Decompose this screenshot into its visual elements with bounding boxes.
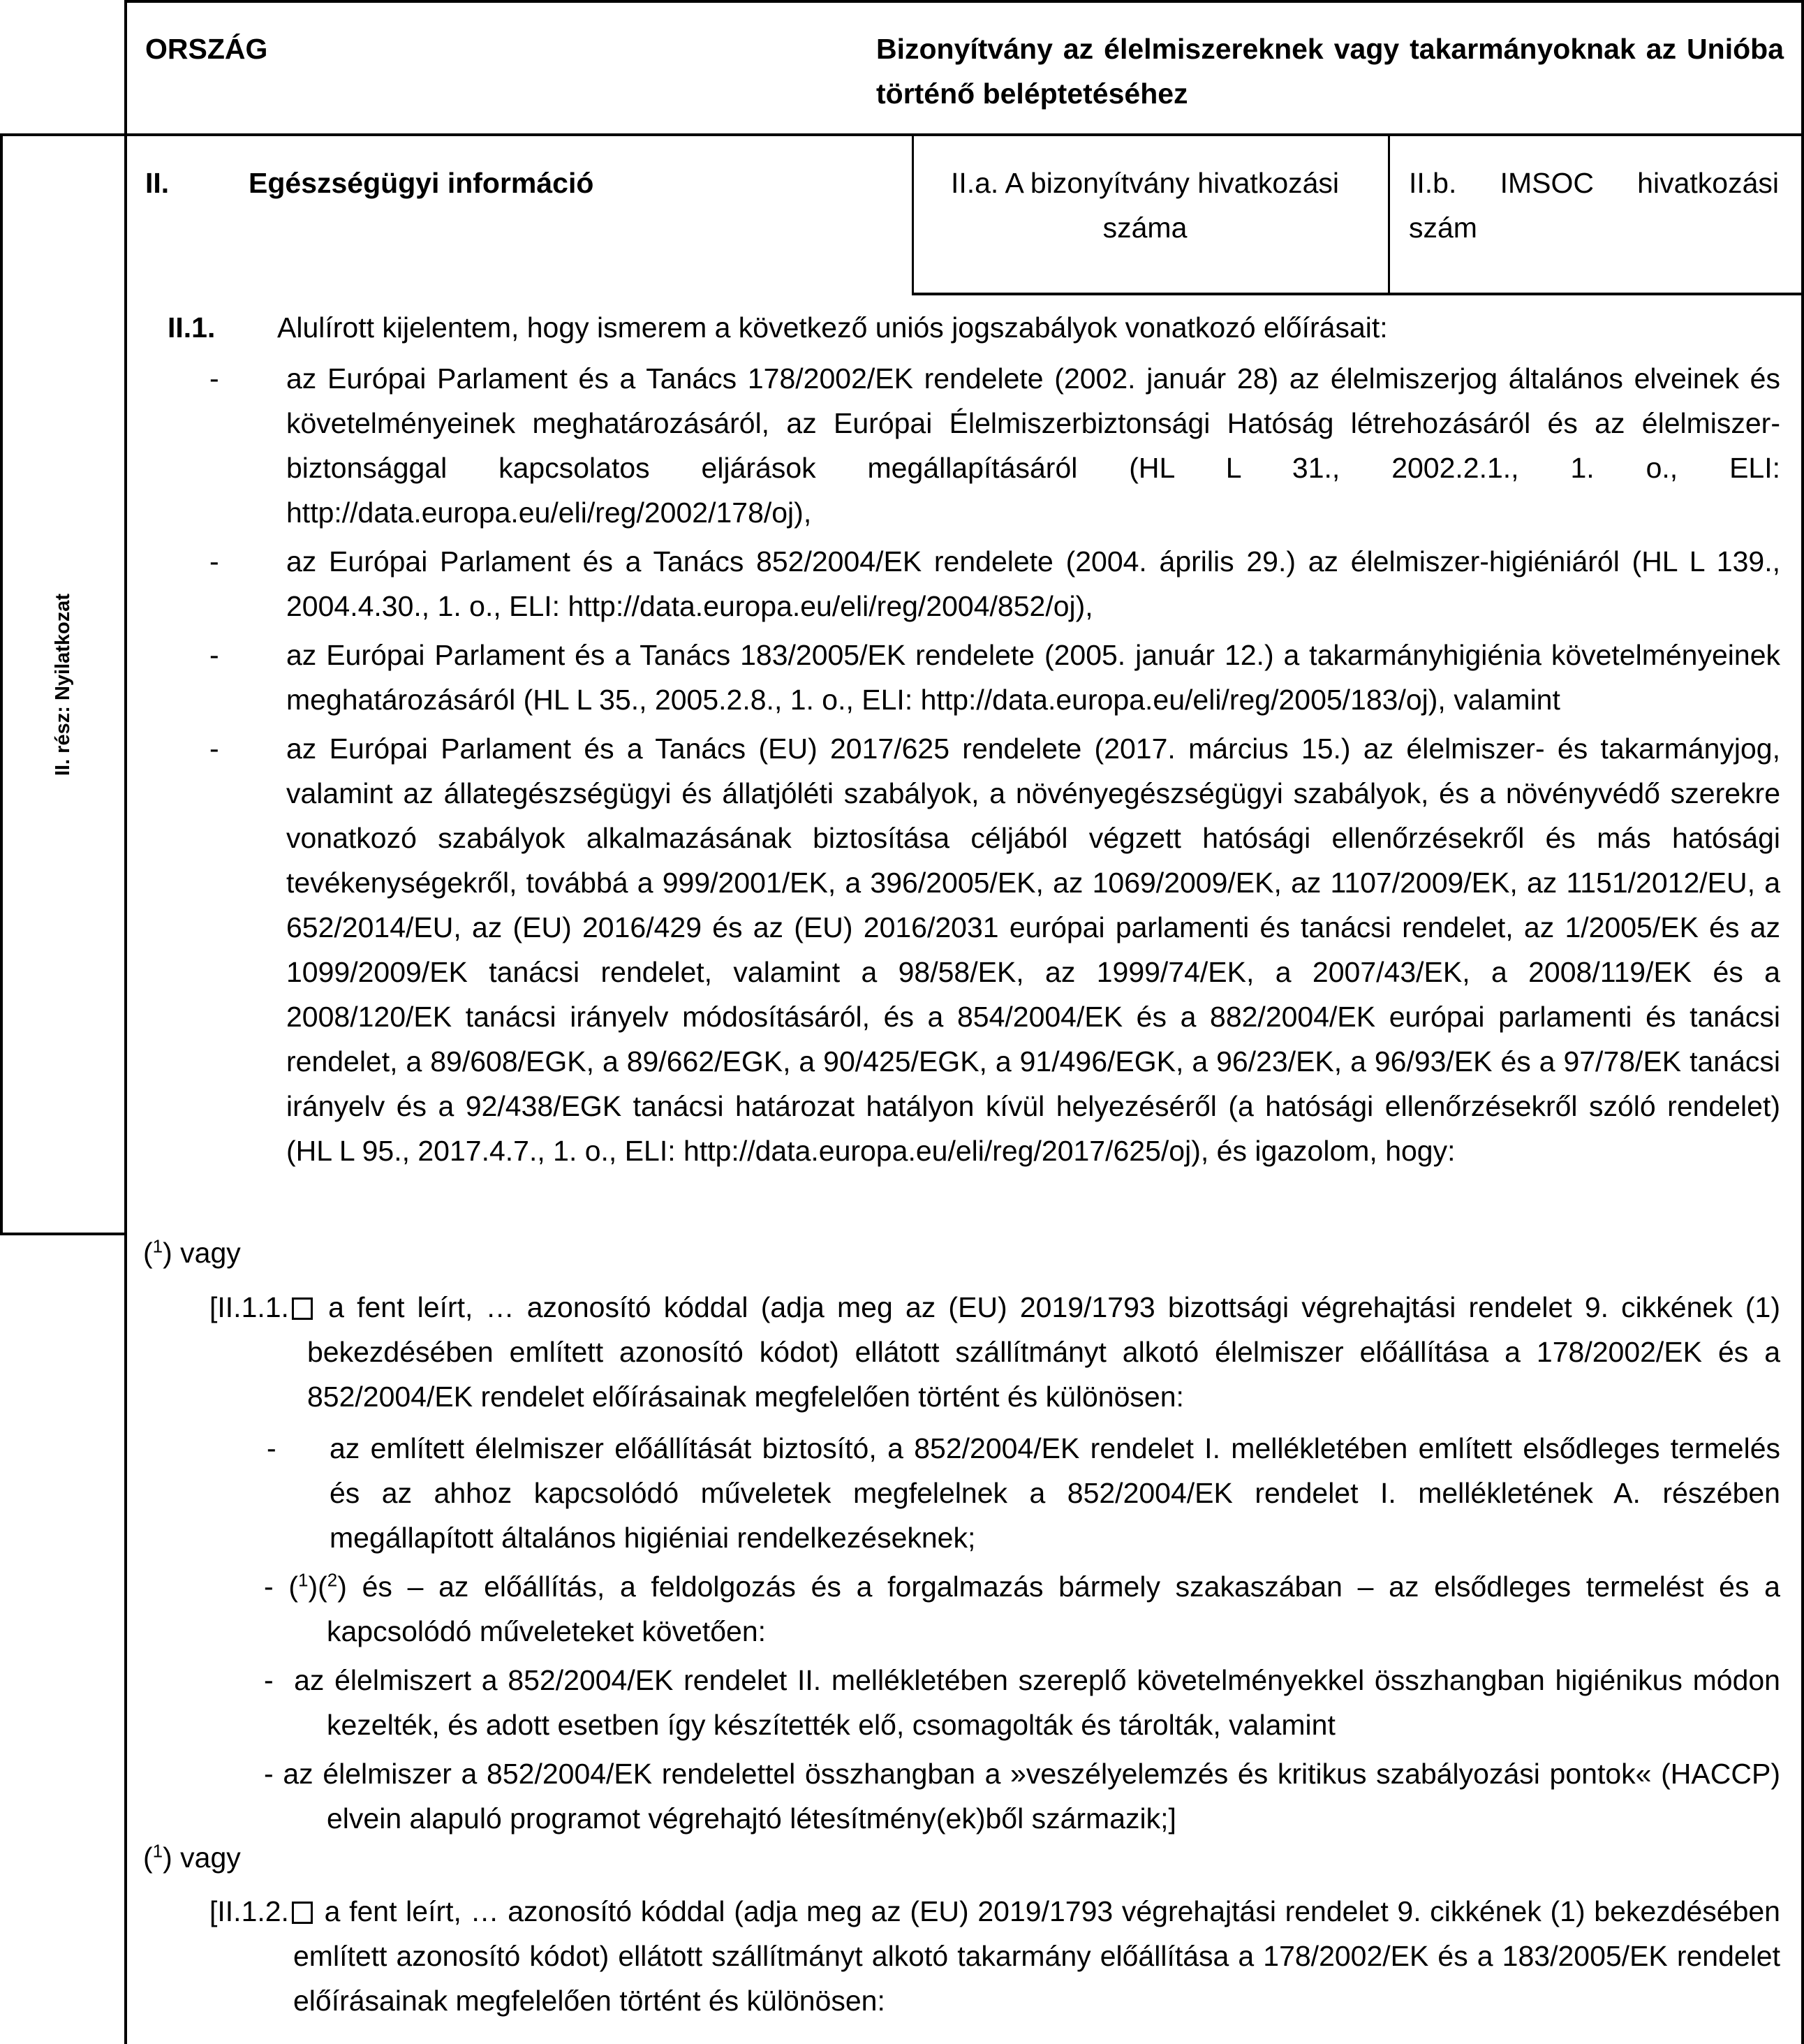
side-box-bottom-border [0,1233,127,1235]
option-text: a fent leírt, … azonosító kóddal (adja meg az (EU) 2019/1793 bizottsági végrehajtási rendelet 9. cikkének (1) bekezdésében említett azonosító kódot) ellátott szállítmányt alkotó élelmiszer előállítása a 178/2002/EK és a 852/2004/EK rendelet előírásainak megfelelően történt és különösen: [307,1291,1780,1413]
either-label-1: ($^1$) vagy [143,1235,241,1269]
bullet-marker: - [209,639,219,671]
section-number: II. [145,167,170,199]
reference-number-b: II.b. IMSOC hivatkozási szám [1409,167,1779,244]
bullet-marker: - [209,733,219,765]
declaration-intro: Alulírott kijelentem, hogy ismerem a következő uniós jogszabályok vonatkozó előírásait: [277,311,1388,344]
either-label-2: ($^1$) vagy [143,1840,241,1874]
regulation-text: az Európai Parlament és a Tanács 183/2005/EK rendelete (2005. január 12.) a takarmányhigiénia követelményeinek meghatározásáról (HL L 35., 2005.2.8., 1. o., ELI: http://data.europa.eu/eli/reg/2005/183/oj), valamint [286,639,1780,716]
bullet-marker: - [264,1664,274,1696]
header-bottom-border [0,133,1804,136]
ref-row-bottom-border [912,293,1804,295]
option-text: a fent leírt, … azonosító kóddal (adja meg az (EU) 2019/1793 végrehajtási rendelet 9. cikkének (1) bekezdésében említett azonosító kódot) ellátott szállítmányt alkotó takarmány előállítása a 178/2002/EK és a 183/2005/EK rendelet előírásainak megfelelően történt és különösen: [293,1895,1780,2017]
subitem [264,1564,1780,1654]
subitem-text: az élelmiszer a 852/2004/EK rendelettel összhangban a »veszélyelemzés és kritikus szabályozási pontok« (HACCP) elvein alapuló programot végrehajtó létesítmény(ek)ből származik;] [283,1758,1780,1835]
section-title: Egészségügyi információ [249,167,594,199]
declaration-number: II.1. [168,311,216,344]
regulation-text: az Európai Parlament és a Tanács 178/2002/EK rendelete (2002. január 28) az élelmiszerjog általános elveinek és követelményeinek meghatározásáról, az Európai Élelmiszerbiztonsági Hatóság létrehozásáról és az élelmiszer-biztonsággal kapcsolatos eljárások megállapításáról (HL L 31., 2002.2.1., 1. o., ELI: http://data.europa.eu/eli/reg/2002/178/oj), [286,362,1780,529]
subitem [264,1658,1780,1747]
regulation-item [209,726,1780,1173]
regulation-item [209,356,1780,535]
regulation-text: az Európai Parlament és a Tanács 852/2004/EK rendelete (2004. április 29.) az élelmiszer-higiéniáról (HL L 139., 2004.4.30., 1. o., ELI: http://data.europa.eu/eli/reg/2004/852/oj), [286,545,1780,622]
either-text: vagy [180,1841,241,1874]
country-label: ORSZÁG [145,33,268,65]
regulation-list [209,356,1780,1173]
regulation-item [209,633,1780,722]
footnote-mark: 1 [152,1840,163,1862]
option-code: [II.1.2. [209,1895,289,1927]
top-border [126,0,1804,3]
certificate-title: Bizonyítvány az élelmiszereknek vagy takarmányoknak az Unióba történő beléptetéséhez [876,33,1784,110]
bullet-marker: - [264,1758,274,1790]
option-ii-1-1-checkbox[interactable] [292,1297,313,1320]
regulation-text: az Európai Parlament és a Tanács (EU) 2017/625 rendelete (2017. március 15.) az élelmiszer- és takarmányjog, valamint az állategészségügyi és állatjóléti szabályok, a növényegészségügyi szabályok, és a növényvédő szerekre vonatkozó szabályok alkalmazásának biztosítása céljából végzett hatósági ellenőrzésekről és más hatósági tevékenységekről, továbbá a 999/2001/EK, a 396/2005/EK, az 1069/2009/EK, az 1107/2009/EK, az 1151/2012/EU, a 652/2014/EU, az (EU) 2016/429 és az (EU) 2016/2031 európai parlamenti és tanácsi rendelet, az 1/2005/EK és az 1099/2009/EK tanácsi rendelet, valamint a 98/58/EK, az 1999/74/EK, a 2007/43/EK, a 2008/119/EK és a 2008/120/EK tanácsi irányelv módosításáról, és a 854/2004/EK és a 882/2004/EK európai parlamenti és tanácsi rendelet, a 89/608/EGK, a 89/662/EGK, a 90/425/EGK, a 91/496/EGK, a 96/23/EK, a 96/93/EK és a 97/78/EK tanácsi irányelv és a 92/438/EGK tanácsi határozat hatályon kívül helyezéséről (a hatósági ellenőrzésekről szóló rendelet) (HL L 95., 2017.4.7., 1. o., ELI: http://data.europa.eu/eli/reg/2017/625/oj), és igazolom, hogy: [286,733,1780,1167]
subitem-text: az élelmiszert a 852/2004/EK rendelet II. mellékletében szereplő követelményekkel összhangban higiénikus módon kezelték, és adott esetben így készítették elő, csomagolták és tárolták, valamint [294,1664,1780,1741]
side-label: II. rész: Nyilatkozat [52,593,75,776]
option-ii-1-2 [209,1889,1780,2023]
bullet-marker: - [209,362,219,395]
either-text: vagy [180,1237,241,1269]
subitem-text: az említett élelmiszer előállítását biztosító, a 852/2004/EK rendelet I. mellékletében említett elsődleges termelés és az ahhoz kapcsolódó műveletek megfelelnek a 852/2004/EK rendelet I. mellékletének A. részében megállapított általános higiéniai rendelkezéseknek; [330,1432,1780,1554]
bullet-marker: - [209,545,219,578]
main-left-border [124,0,127,2044]
main-right-border [1801,0,1804,2044]
option-ii-1-1-subitems [264,1426,1780,1841]
ref-a-left-border [912,135,914,294]
option-ii-1-1 [209,1285,1780,1419]
bullet-marker: - [264,1571,274,1603]
subitem [264,1751,1780,1841]
subitem-text: és – az előállítás, a feldolgozás és a forgalmazás bármely szakaszában – az elsődleges termelést és a kapcsolódó műveleteket követően: [327,1571,1780,1647]
side-label-box [3,136,124,1233]
option-ii-1-2-checkbox[interactable] [292,1902,313,1924]
subitem-footnotes: ($^1$)($^2$) [288,1569,347,1603]
reference-number-a: II.a. A bizonyítvány hivatkozási száma [950,167,1340,244]
bullet-marker: - [267,1432,276,1464]
footnote-mark: 1 [152,1235,163,1257]
regulation-item [209,539,1780,628]
ref-b-left-border [1388,135,1390,294]
subitem [264,1426,1780,1560]
option-code: [II.1.1. [209,1291,289,1323]
